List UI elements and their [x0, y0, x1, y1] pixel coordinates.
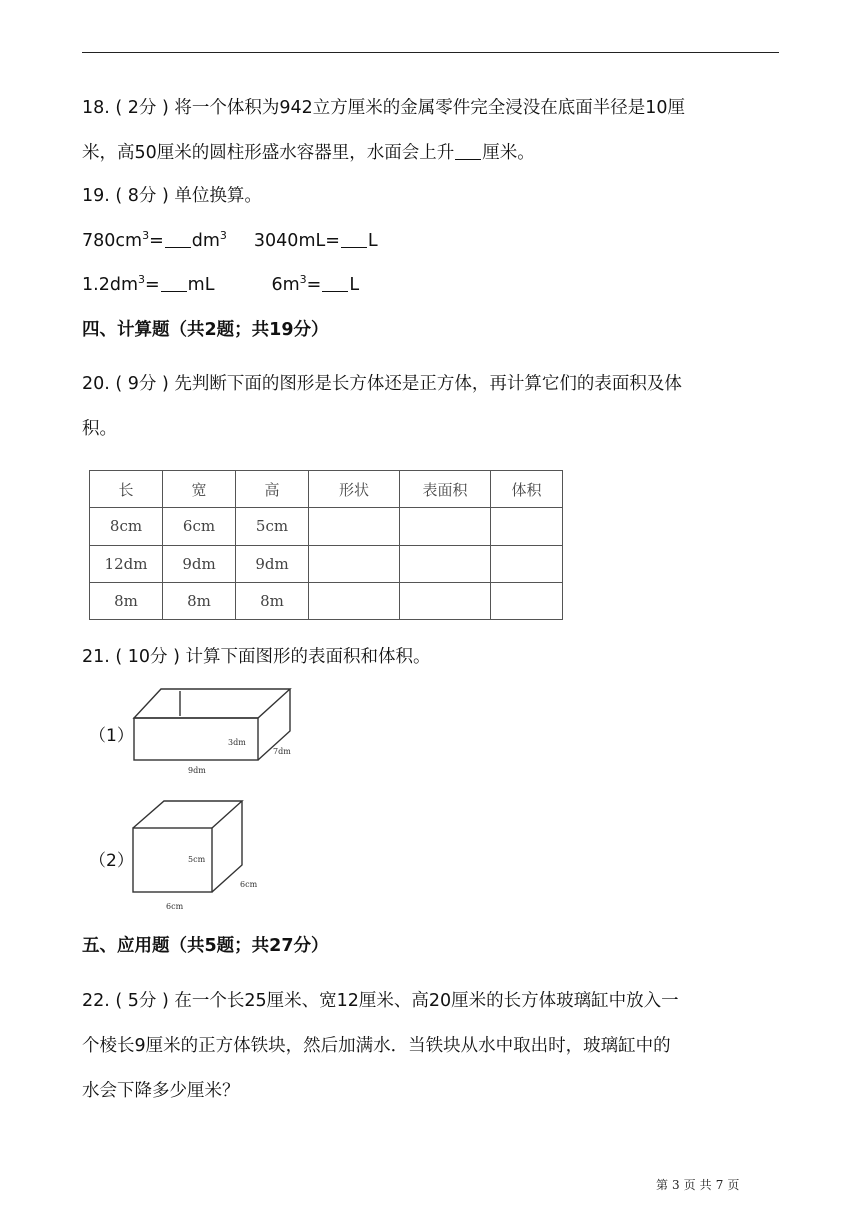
header-rule [82, 52, 779, 53]
table-header-row [90, 471, 563, 508]
q19c-unit: mL [187, 275, 215, 295]
superscript: 3 [138, 273, 145, 286]
answer-blank[interactable] [161, 273, 187, 292]
q19c-value: 1.2dm [82, 275, 138, 295]
page-footer [656, 1176, 743, 1193]
table-cell: 9dm [163, 545, 236, 582]
table-cell [400, 545, 491, 582]
q19d-value: 6m [271, 275, 300, 295]
depth-label: 6cm [240, 880, 258, 889]
table-cell: 8m [90, 582, 163, 619]
q19-row1 [82, 229, 378, 253]
q19a-value: 780cm [82, 231, 143, 251]
table-header-cell: 体积 [491, 471, 563, 508]
figure-1-label: （1） [89, 726, 134, 746]
table-header-cell: 宽 [163, 471, 236, 508]
table-row [90, 582, 563, 619]
q18-line2-text: 米，高50厘米的圆柱形盛水容器里，水面会上升 [82, 143, 455, 163]
equals: = [149, 231, 164, 251]
table-cell [400, 508, 491, 545]
q19b-value: 3040mL= [253, 231, 340, 251]
q22-line3: 水会下降多少厘米？ [82, 1081, 240, 1101]
footer-text: 页 [683, 1178, 696, 1192]
equals: = [145, 275, 160, 295]
answer-blank[interactable] [165, 229, 191, 248]
superscript: 3 [219, 229, 227, 242]
q18-line2 [82, 141, 535, 165]
q20-line1: 20. ( 9分 ) 先判断下面的图形是长方体还是正方体，再计算它们的表面积及体 [82, 374, 682, 394]
q18-line1: 18. ( 2分 ) 将一个体积为942立方厘米的金属零件完全浸没在底面半径是10厘 [82, 98, 686, 118]
figure-2-label: （2） [89, 851, 134, 871]
section-heading-4: 四、计算题（共2题；共19分） [82, 320, 329, 340]
table-cell: 8cm [90, 508, 163, 545]
q22-line2: 个棱长9厘米的正方体铁块，然后加满水．当铁块从水中取出时，玻璃缸中的 [82, 1036, 671, 1056]
table-cell [491, 582, 563, 619]
q21-title: 21. ( 10分 ) 计算下面图形的表面积和体积。 [82, 647, 431, 667]
height-label: 3dm [228, 738, 246, 747]
dimension-table [89, 470, 563, 620]
table-header-cell: 高 [236, 471, 309, 508]
table-cell: 8m [163, 582, 236, 619]
q19a-unit: dm [191, 231, 220, 251]
table-cell [400, 582, 491, 619]
table-cell [491, 508, 563, 545]
table-cell [309, 545, 400, 582]
table-cell: 12dm [90, 545, 163, 582]
length-label: 6cm [166, 902, 184, 911]
table-cell [491, 545, 563, 582]
equals: = [306, 275, 322, 295]
answer-blank[interactable] [322, 273, 348, 292]
table-cell: 5cm [236, 508, 309, 545]
table-header-cell: 形状 [309, 471, 400, 508]
q20-line2: 积。 [82, 419, 117, 439]
footer-text: 第 [656, 1178, 669, 1192]
table-cell: 8m [236, 582, 309, 619]
answer-blank[interactable] [455, 141, 481, 160]
cube-figure [128, 798, 273, 914]
q19b-unit: L [367, 231, 378, 251]
q19-row2 [82, 273, 359, 297]
depth-label: 7dm [273, 747, 291, 756]
table-cell [309, 508, 400, 545]
superscript: 3 [142, 229, 150, 242]
q19d-unit: L [349, 275, 360, 295]
table-header-cell: 长 [90, 471, 163, 508]
table-row [90, 508, 563, 545]
answer-blank[interactable] [341, 229, 367, 248]
footer-text: 页 [727, 1178, 740, 1192]
q22-line1: 22. ( 5分 ) 在一个长25厘米、宽12厘米、高20厘米的长方体玻璃缸中放入一 [82, 991, 679, 1011]
page-total: 7 [715, 1178, 724, 1192]
q19-title: 19. ( 8分 ) 单位换算。 [82, 186, 262, 206]
section-heading-5: 五、应用题（共5题；共27分） [82, 936, 329, 956]
length-label: 9dm [188, 766, 206, 775]
table-cell: 9dm [236, 545, 309, 582]
page-number: 3 [672, 1178, 680, 1192]
q18-line2-unit: 厘米。 [482, 143, 535, 163]
table-row [90, 545, 563, 582]
table-cell [309, 582, 400, 619]
open-box-figure [128, 684, 298, 778]
table-cell: 6cm [163, 508, 236, 545]
height-label: 5cm [188, 855, 206, 864]
table-header-cell: 表面积 [400, 471, 491, 508]
superscript: 3 [299, 273, 307, 286]
footer-text: 共 [699, 1178, 712, 1192]
